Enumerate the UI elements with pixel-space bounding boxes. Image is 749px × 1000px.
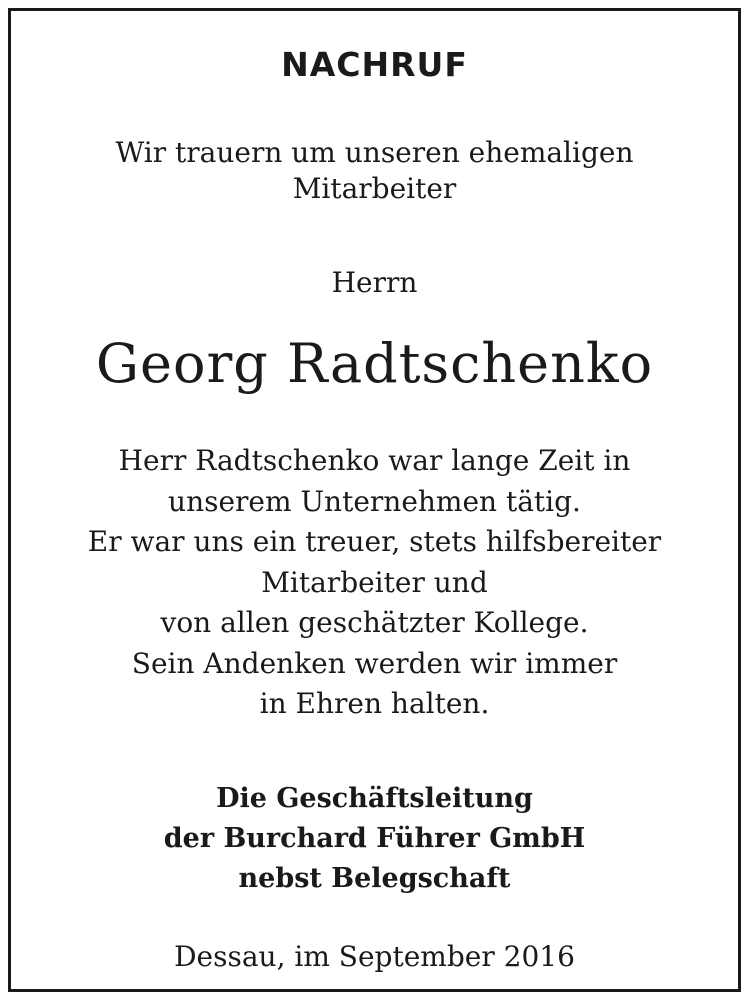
body-text <box>11 441 738 725</box>
notice-title: NACHRUF <box>281 45 468 84</box>
signature-line: der Burchard Führer GmbH <box>163 823 586 854</box>
intro-line: Mitarbeiter <box>292 172 457 205</box>
body-line: Mitarbeiter und <box>261 565 488 599</box>
body-line: von allen geschätzter Kollege. <box>160 606 589 639</box>
signature-line: Die Geschäftsleitung <box>216 783 533 814</box>
obituary-notice <box>8 8 741 992</box>
signature-block <box>11 779 738 899</box>
body-line: in Ehren halten. <box>259 687 490 720</box>
body-line: Er war uns ein treuer, stets hilfsbereiter <box>87 525 662 558</box>
deceased-name: Georg Radtschenko <box>95 332 654 395</box>
salutation: Herrn <box>331 266 418 299</box>
body-line: Herr Radtschenko war lange Zeit in <box>118 444 631 477</box>
body-line: unserem Unternehmen tätig. <box>168 484 581 518</box>
place-and-date: Dessau, im September 2016 <box>174 940 575 973</box>
signature-line: nebst Belegschaft <box>238 863 511 894</box>
intro-text <box>11 135 738 207</box>
intro-line: Wir trauern um unseren ehemaligen <box>115 136 634 169</box>
body-line: Sein Andenken werden wir immer <box>131 646 618 680</box>
